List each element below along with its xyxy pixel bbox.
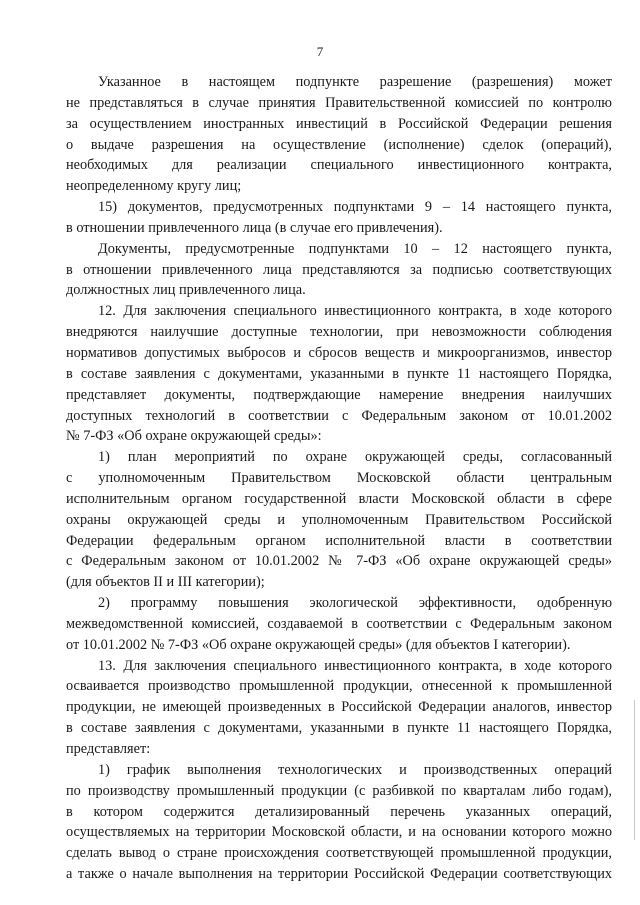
text-line: необходимых для реализации специального инвестиционного контракта, — [66, 157, 612, 174]
text-line: 1) график выполнения технологических и производственных операций — [98, 761, 612, 778]
text-line: № 7-ФЗ «Об охране окружающей среды»: — [66, 428, 322, 445]
paragraph-documents-signature — [66, 239, 612, 302]
text-line: представляет: — [66, 741, 151, 757]
text-line: сделать вывод о стране происхождения соответствующей промышленной продукции, — [66, 845, 612, 862]
document-body — [66, 72, 612, 885]
text-line: от 10.01.2002 № 7-ФЗ «Об охране окружающей среды» (для объектов I категории). — [66, 636, 571, 653]
text-line: с уполномоченным Правительством Московской области центральным — [66, 470, 612, 487]
text-line: Федерации федеральным органом исполнительной власти в соответствии — [66, 532, 612, 549]
paragraph-clause-13-item-1 — [66, 760, 612, 885]
text-line: (для объектов II и III категории); — [66, 574, 265, 591]
text-line: осваивается производство промышленной продукции, отнесенной к промышленной — [66, 678, 612, 695]
scan-edge-mark — [634, 700, 635, 840]
text-line: в составе заявления с документами, указанными в пункте 11 настоящего Порядка, — [66, 365, 612, 382]
paragraph-clause-12-item-2 — [66, 593, 612, 656]
paragraph-clause-13 — [66, 656, 612, 760]
text-line: исполнительным органом государственной власти Московской области в сфере — [66, 490, 612, 507]
paragraph-clause-12 — [66, 301, 612, 447]
text-line: в составе заявления с документами, указанными в пункте 11 настоящего Порядка, — [66, 720, 612, 737]
text-line: должностных лиц привлеченного лица. — [66, 282, 306, 299]
text-line: межведомственной комиссией, создаваемой в соответствии с Федеральным законом — [66, 615, 612, 632]
text-line: Указанное в настоящем подпункте разрешение (разрешения) может — [98, 74, 612, 90]
text-line: о выдаче разрешения на осуществление (исполнение) сделок (операций), — [66, 136, 612, 153]
text-line: неопределенному кругу лиц; — [66, 178, 242, 195]
text-line: 1) план мероприятий по охране окружающей среды, согласованный — [98, 449, 612, 466]
text-line: в отношении привлеченного лица представляются за подписью соответствующих — [66, 261, 612, 278]
text-line: в отношении привлеченного лица (в случае его привлечения). — [66, 219, 443, 236]
text-line: 12. Для заключения специального инвестиционного контракта, в ходе которого — [98, 303, 612, 320]
text-line: Документы, предусмотренные подпунктами 10 – 12 настоящего пункта, — [98, 240, 612, 257]
text-line: нормативов допустимых выбросов и сбросов веществ и микроорганизмов, инвестор — [66, 344, 612, 361]
text-line: внедряются наилучшие доступные технологии, при невозможности соблюдения — [66, 324, 612, 341]
text-line: с Федеральным законом от 10.01.2002 № 7-ФЗ «Об охране окружающей среды» — [66, 553, 612, 570]
text-line: охраны окружающей среды и уполномоченным Правительством Российской — [66, 511, 612, 528]
text-line: а также о начале выполнения на территории Российской Федерации соответствующих — [66, 866, 612, 883]
text-line: представляет документы, подтверждающие намерение внедрения наилучших — [66, 386, 612, 403]
text-line: за осуществлением иностранных инвестиций в Российской Федерации решения — [66, 115, 612, 132]
text-line: продукции, не имеющей произведенных в Российской Федерации аналогов, инвестор — [66, 699, 612, 716]
paragraph-item-15 — [66, 197, 612, 239]
text-line: 15) документов, предусмотренных подпунктами 9 – 14 настоящего пункта, — [98, 199, 612, 216]
text-line: в котором содержится детализированный перечень указанных операций, — [66, 803, 612, 820]
text-line: 2) программу повышения экологической эффективности, одобренную — [98, 595, 612, 612]
text-line: осуществляемых на территории Московской области, и на основании которого можно — [66, 824, 612, 841]
paragraph-clause-12-item-1 — [66, 447, 612, 593]
page-number: 7 — [316, 44, 324, 59]
text-line: доступных технологий в соответствии с Федеральным законом от 10.01.2002 — [66, 407, 612, 424]
text-line: 13. Для заключения специального инвестиционного контракта, в ходе которого — [98, 657, 612, 674]
paragraph-permission-note — [66, 72, 612, 197]
text-line: по производству промышленный продукции (с разбивкой по кварталам либо годам), — [66, 782, 612, 799]
text-line: не представляться в случае принятия Правительственной комиссией по контролю — [66, 94, 612, 111]
